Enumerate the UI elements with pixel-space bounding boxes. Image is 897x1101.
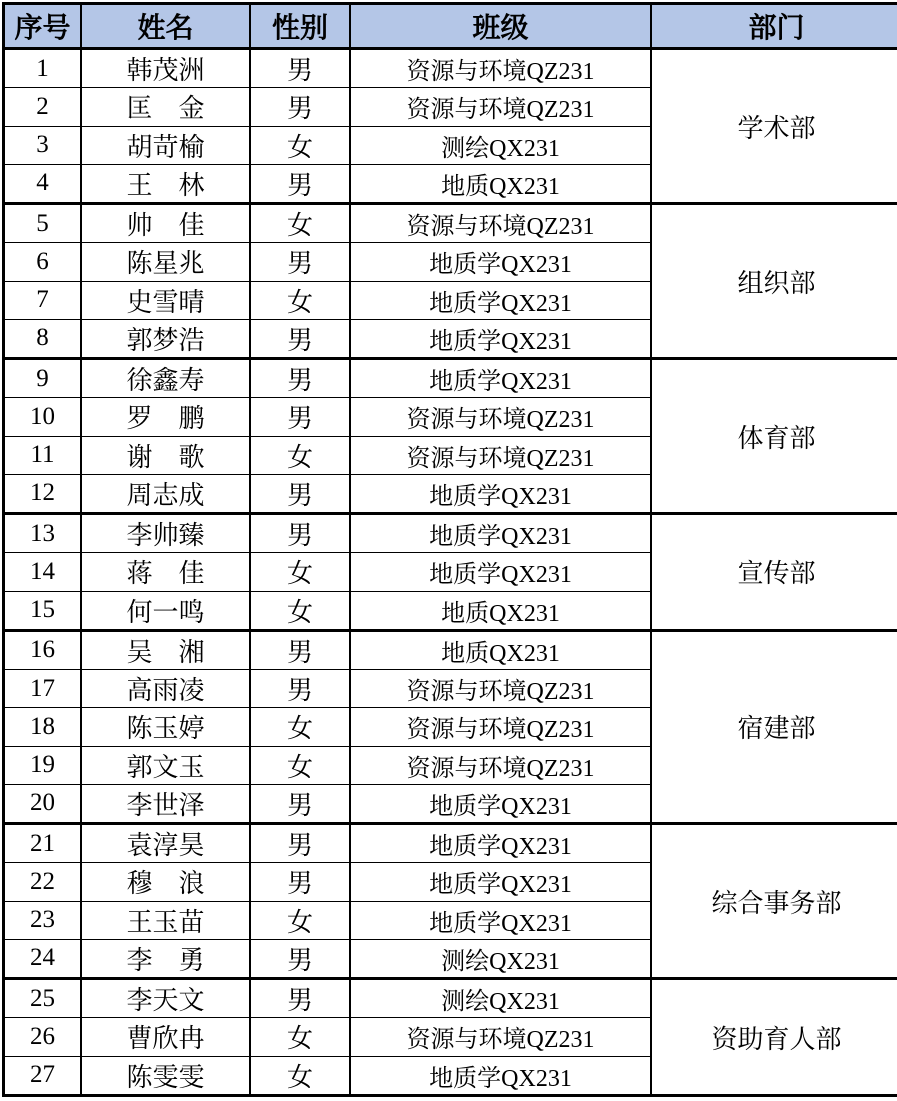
cell-seq: 25: [4, 979, 82, 1018]
cell-seq: 17: [4, 670, 82, 708]
cell-class: 资源与环境QZ231: [350, 398, 651, 436]
cell-seq: 11: [4, 436, 82, 474]
cell-gender: 男: [250, 359, 350, 398]
cell-class: 地质学QX231: [350, 553, 651, 591]
table-row: [4, 49, 897, 88]
cell-seq: 10: [4, 398, 82, 436]
cell-name: 罗 鹏: [81, 398, 250, 436]
cell-seq: 12: [4, 474, 82, 513]
cell-gender: 男: [250, 474, 350, 513]
cell-seq: 5: [4, 204, 82, 243]
cell-class: 资源与环境QZ231: [350, 708, 651, 746]
cell-name: 陈星兆: [81, 243, 250, 281]
cell-department: 宿建部: [651, 630, 897, 823]
cell-department: 组织部: [651, 204, 897, 359]
table-row: [4, 359, 897, 398]
cell-gender: 男: [250, 243, 350, 281]
cell-name: 周志成: [81, 474, 250, 513]
cell-class: 测绘QX231: [350, 126, 651, 164]
cell-gender: 女: [250, 708, 350, 746]
cell-gender: 男: [250, 630, 350, 669]
cell-class: 资源与环境QZ231: [350, 670, 651, 708]
cell-name: 曹欣冉: [81, 1018, 250, 1056]
cell-class: 资源与环境QZ231: [350, 88, 651, 126]
cell-gender: 女: [250, 1018, 350, 1056]
cell-seq: 8: [4, 319, 82, 358]
cell-name: 徐鑫寿: [81, 359, 250, 398]
cell-gender: 女: [250, 746, 350, 784]
cell-class: 地质学QX231: [350, 901, 651, 939]
cell-seq: 23: [4, 901, 82, 939]
cell-gender: 男: [250, 863, 350, 901]
cell-seq: 16: [4, 630, 82, 669]
cell-gender: 男: [250, 670, 350, 708]
cell-name: 陈雯雯: [81, 1056, 250, 1096]
cell-seq: 2: [4, 88, 82, 126]
cell-class: 资源与环境QZ231: [350, 1018, 651, 1056]
cell-department: 宣传部: [651, 514, 897, 631]
cell-seq: 20: [4, 784, 82, 823]
cell-gender: 男: [250, 514, 350, 553]
cell-department: 综合事务部: [651, 824, 897, 979]
cell-class: 地质学QX231: [350, 1056, 651, 1096]
cell-class: 测绘QX231: [350, 939, 651, 978]
table-row: [4, 204, 897, 243]
cell-name: 李世泽: [81, 784, 250, 823]
cell-name: 李帅臻: [81, 514, 250, 553]
cell-seq: 1: [4, 49, 82, 88]
cell-name: 穆 浪: [81, 863, 250, 901]
cell-department: 学术部: [651, 49, 897, 204]
table-row: [4, 824, 897, 863]
cell-gender: 男: [250, 164, 350, 203]
cell-gender: 女: [250, 901, 350, 939]
cell-seq: 27: [4, 1056, 82, 1096]
cell-name: 袁淳昊: [81, 824, 250, 863]
cell-seq: 22: [4, 863, 82, 901]
cell-class: 资源与环境QZ231: [350, 49, 651, 88]
cell-seq: 6: [4, 243, 82, 281]
cell-name: 蒋 佳: [81, 553, 250, 591]
cell-seq: 3: [4, 126, 82, 164]
cell-gender: 男: [250, 939, 350, 978]
cell-class: 资源与环境QZ231: [350, 204, 651, 243]
header-seq: 序号: [4, 4, 82, 49]
header-class: 班级: [350, 4, 651, 49]
cell-class: 地质学QX231: [350, 243, 651, 281]
cell-class: 地质QX231: [350, 591, 651, 630]
cell-seq: 14: [4, 553, 82, 591]
cell-seq: 21: [4, 824, 82, 863]
cell-class: 地质QX231: [350, 164, 651, 203]
table-row: [4, 979, 897, 1018]
cell-gender: 女: [250, 436, 350, 474]
cell-seq: 7: [4, 281, 82, 319]
membership-table: [2, 2, 897, 1097]
cell-seq: 24: [4, 939, 82, 978]
cell-class: 地质学QX231: [350, 359, 651, 398]
cell-class: 资源与环境QZ231: [350, 436, 651, 474]
cell-name: 高雨凌: [81, 670, 250, 708]
cell-gender: 男: [250, 319, 350, 358]
cell-gender: 男: [250, 979, 350, 1018]
cell-gender: 女: [250, 126, 350, 164]
cell-department: 体育部: [651, 359, 897, 514]
header-gender: 性别: [250, 4, 350, 49]
cell-name: 郭文玉: [81, 746, 250, 784]
cell-gender: 女: [250, 553, 350, 591]
cell-gender: 男: [250, 784, 350, 823]
table-row: [4, 630, 897, 669]
cell-class: 资源与环境QZ231: [350, 746, 651, 784]
cell-name: 郭梦浩: [81, 319, 250, 358]
table-header-row: [4, 4, 897, 49]
cell-class: 地质学QX231: [350, 863, 651, 901]
cell-gender: 男: [250, 824, 350, 863]
cell-class: 测绘QX231: [350, 979, 651, 1018]
cell-name: 王玉苗: [81, 901, 250, 939]
cell-name: 李天文: [81, 979, 250, 1018]
cell-name: 吴 湘: [81, 630, 250, 669]
cell-seq: 4: [4, 164, 82, 203]
cell-gender: 女: [250, 1056, 350, 1096]
cell-class: 地质QX231: [350, 630, 651, 669]
cell-class: 地质学QX231: [350, 824, 651, 863]
cell-name: 史雪晴: [81, 281, 250, 319]
cell-name: 匡 金: [81, 88, 250, 126]
cell-name: 胡苛榆: [81, 126, 250, 164]
cell-seq: 9: [4, 359, 82, 398]
cell-gender: 女: [250, 591, 350, 630]
cell-seq: 18: [4, 708, 82, 746]
cell-class: 地质学QX231: [350, 784, 651, 823]
cell-seq: 13: [4, 514, 82, 553]
header-name: 姓名: [81, 4, 250, 49]
cell-name: 何一鸣: [81, 591, 250, 630]
cell-name: 谢 歌: [81, 436, 250, 474]
cell-gender: 男: [250, 398, 350, 436]
cell-gender: 男: [250, 88, 350, 126]
cell-seq: 26: [4, 1018, 82, 1056]
cell-class: 地质学QX231: [350, 319, 651, 358]
cell-seq: 15: [4, 591, 82, 630]
cell-department: 资助育人部: [651, 979, 897, 1096]
cell-name: 帅 佳: [81, 204, 250, 243]
cell-gender: 女: [250, 281, 350, 319]
cell-class: 地质学QX231: [350, 474, 651, 513]
cell-gender: 女: [250, 204, 350, 243]
cell-seq: 19: [4, 746, 82, 784]
cell-name: 王 林: [81, 164, 250, 203]
cell-class: 地质学QX231: [350, 281, 651, 319]
cell-name: 陈玉婷: [81, 708, 250, 746]
table-row: [4, 514, 897, 553]
table-body: [4, 49, 897, 1096]
header-department: 部门: [651, 4, 897, 49]
cell-name: 韩茂洲: [81, 49, 250, 88]
cell-gender: 男: [250, 49, 350, 88]
cell-name: 李 勇: [81, 939, 250, 978]
cell-class: 地质学QX231: [350, 514, 651, 553]
